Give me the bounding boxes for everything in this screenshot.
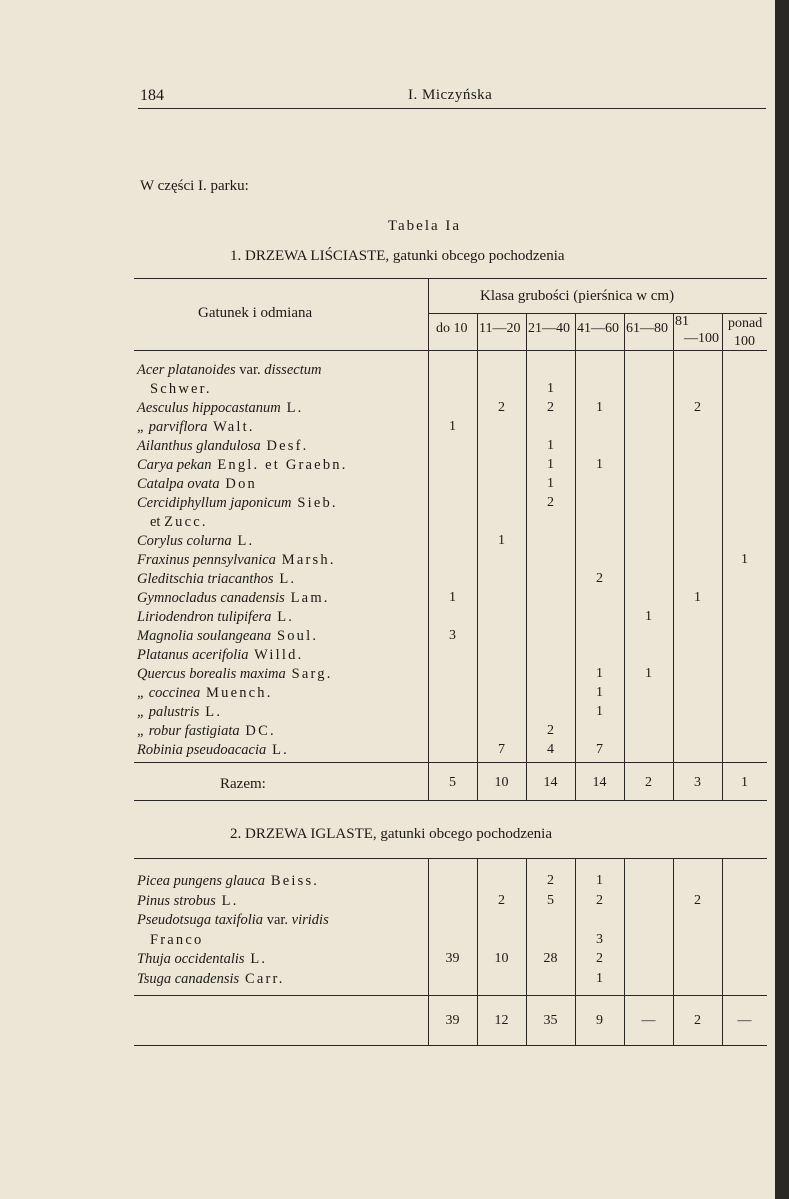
species-authority: Sieb.: [291, 495, 338, 511]
species-italic: Magnolia soulangeana: [137, 628, 272, 644]
size-class-group-header: Klasa grubości (pierśnica w cm): [480, 288, 675, 304]
total-81-100: 3: [694, 775, 701, 790]
cell-41-60: 1: [596, 704, 603, 719]
cell-41-60: 1: [596, 457, 603, 472]
cell-41-60: 1: [596, 873, 603, 888]
species-name: [150, 381, 212, 398]
species-name: [137, 457, 348, 474]
species-roman: var.: [235, 362, 265, 378]
species-authority: Schwer.: [150, 381, 212, 397]
species-name: [137, 400, 304, 417]
species-name: [137, 647, 303, 664]
col-header-21-40: 21—40: [528, 321, 570, 336]
species-italic: „ parviflora: [137, 419, 208, 435]
cell-41-60: 1: [596, 685, 603, 700]
species-authority: Carr.: [239, 970, 285, 987]
total-11-20: 10: [494, 775, 509, 790]
species-name: [137, 873, 319, 890]
species-name: [137, 685, 273, 702]
col-header-do10: do 10: [436, 321, 468, 336]
cell-81-100: 1: [694, 590, 701, 605]
species-authority: L.: [266, 742, 289, 758]
cell-21-40: 1: [547, 476, 554, 491]
total-11-20: 12: [494, 1013, 509, 1028]
species-name: [137, 419, 255, 436]
table1-bottom-rule: [134, 800, 767, 801]
col-header-41-60: 41—60: [577, 321, 619, 336]
cell-81-100: 2: [694, 400, 701, 415]
species-italic: Cercidiphyllum japonicum: [137, 495, 292, 511]
species-authority: Don: [219, 476, 257, 492]
cell-21-40: 2: [547, 495, 554, 510]
species-name: [137, 533, 254, 550]
total-21-40: 35: [543, 1013, 558, 1028]
razem-label: Razem:: [220, 776, 266, 792]
species-name: [150, 932, 203, 949]
table2-bottom-rule: [134, 1045, 767, 1046]
cell-41-60: 1: [596, 400, 603, 415]
total-41-60: 9: [596, 1013, 603, 1028]
species-name: [137, 495, 338, 512]
species-italic: „ coccinea: [137, 685, 201, 701]
column-rule: [428, 278, 429, 800]
species-italic: Liriodendron tulipifera: [137, 609, 272, 625]
cell-21-40: 28: [543, 951, 558, 966]
cell-21-40: 1: [547, 381, 554, 396]
page-edge: [775, 0, 789, 1199]
species-name: [137, 912, 329, 929]
total-do10: 5: [449, 775, 456, 790]
col-header-61-80: 61—80: [626, 321, 668, 336]
cell-21-40: 4: [547, 742, 554, 757]
species-name: [137, 362, 321, 379]
table-label: Tabela Ia: [387, 218, 462, 234]
species-italic: Ailanthus glandulosa: [137, 438, 261, 454]
cell-21-40: 2: [547, 873, 554, 888]
species-authority: Muench.: [200, 685, 273, 701]
cell-11-20: 1: [498, 533, 505, 548]
species-authority: Beiss.: [265, 873, 320, 889]
species-authority: Walt.: [207, 419, 255, 435]
species-column-header: Gatunek i odmiana: [198, 305, 313, 321]
cell-81-100: 2: [694, 892, 701, 908]
col-header-ponad-100: 100: [734, 334, 755, 349]
species-authority: DC.: [239, 723, 276, 739]
col-header-100: —100: [684, 331, 719, 346]
cell-11-20: 10: [494, 951, 509, 966]
cell-41-60: 2: [596, 571, 603, 586]
table1-top-rule: [134, 278, 767, 279]
col-header-81: 81: [675, 314, 689, 329]
cell-61-80: 1: [645, 609, 652, 624]
column-rule: [673, 313, 674, 800]
species-authority: Soul.: [271, 628, 319, 644]
table1-group-rule: [428, 313, 767, 314]
species-name: [137, 723, 276, 740]
species-name: [137, 590, 330, 607]
total-ponad-100: 1: [741, 775, 748, 790]
total-41-60: 14: [592, 775, 607, 790]
cell-do10: 1: [449, 590, 456, 605]
species-authority: L.: [244, 951, 268, 967]
species-italic: Corylus colurna: [137, 533, 232, 549]
species-authority: L.: [215, 892, 239, 909]
total-21-40: 14: [543, 775, 558, 790]
species-name: [137, 476, 257, 493]
species-authority: L.: [280, 400, 304, 416]
header-rule: [138, 108, 766, 109]
species-italic-variety: dissectum: [264, 362, 322, 378]
species-italic: Quercus borealis maxima: [137, 666, 286, 682]
species-name: [137, 742, 289, 759]
running-head-author: I. Miczyńska: [408, 87, 493, 103]
total-81-100: 2: [694, 1013, 701, 1028]
species-italic: Platanus acerifolia: [137, 647, 249, 663]
species-italic: Aesculus hippocastanum: [137, 400, 281, 416]
species-italic: Robinia pseudoacacia: [137, 742, 267, 758]
species-name: [137, 628, 318, 645]
total-do10: 39: [445, 1013, 460, 1028]
cell-do10: 1: [449, 419, 456, 434]
species-name: [137, 438, 309, 455]
cell-11-20: 7: [498, 742, 505, 757]
species-italic: Gymnocladus canadensis: [137, 590, 285, 606]
cell-ponad-100: 1: [741, 552, 748, 567]
cell-11-20: 2: [498, 892, 505, 908]
species-authority: L.: [273, 571, 297, 587]
species-name: [137, 704, 222, 721]
species-authority: Marsh.: [275, 552, 336, 568]
species-roman: et: [150, 514, 165, 530]
species-authority: Willd.: [248, 647, 304, 663]
species-name: [150, 514, 208, 531]
species-name: [137, 571, 296, 588]
column-rule: [624, 313, 625, 800]
col-header-ponad: ponad: [728, 316, 763, 331]
species-name: [137, 552, 336, 569]
column-rule: [575, 313, 576, 800]
species-italic: Picea pungens glauca: [137, 873, 266, 889]
species-name: [137, 951, 267, 968]
section1-title: 1. DRZEWA LIŚCIASTE, gatunki obcego pochodzenia: [230, 248, 565, 264]
col-header-11-20: 11—20: [479, 321, 521, 336]
species-authority: L.: [231, 533, 255, 549]
total-61-80: —: [641, 1013, 656, 1028]
species-authority: Lam.: [284, 590, 330, 606]
species-italic: Fraxinus pennsylvanica: [137, 552, 276, 568]
cell-21-40: 1: [547, 457, 554, 472]
total-ponad-100: —: [737, 1013, 752, 1028]
species-name: [137, 666, 333, 683]
cell-41-60: 7: [596, 742, 603, 757]
cell-41-60: 1: [596, 666, 603, 681]
species-roman: var.: [263, 912, 292, 928]
species-authority: Sarg.: [285, 666, 333, 682]
species-italic: Gleditschia triacanthos: [137, 571, 274, 587]
species-italic: Thuja occidentalis: [137, 951, 245, 967]
species-authority: Engl. et Graebn.: [211, 457, 348, 473]
species-italic: Carya pekan: [137, 457, 212, 473]
species-name: [137, 971, 285, 988]
species-italic: Tsuga canadensis: [137, 970, 240, 987]
column-rule: [477, 313, 478, 800]
cell-41-60: 3: [596, 931, 603, 947]
cell-do10: 39: [445, 951, 460, 966]
intro-text: W części I. parku:: [140, 178, 249, 194]
species-italic: „ robur fastigiata: [137, 723, 240, 739]
species-italic: „ palustris: [137, 704, 200, 720]
species-name: [137, 609, 294, 626]
total-61-80: 2: [645, 775, 652, 790]
cell-41-60: 2: [596, 892, 603, 908]
species-italic: Catalpa ovata: [137, 476, 220, 492]
species-authority: Franco: [150, 931, 204, 948]
species-italic-variety: viridis: [291, 912, 329, 928]
species-italic: Pseudotsuga taxifolia: [137, 912, 264, 928]
cell-41-60: 2: [596, 951, 603, 966]
page-number: 184: [140, 87, 164, 104]
species-authority: L.: [199, 704, 223, 720]
species-name: [137, 893, 239, 910]
cell-21-40: 5: [547, 892, 554, 908]
cell-21-40: 1: [547, 438, 554, 453]
cell-61-80: 1: [645, 666, 652, 681]
species-italic: Acer platanoides: [137, 362, 236, 378]
cell-21-40: 2: [547, 400, 554, 415]
cell-11-20: 2: [498, 400, 505, 415]
species-authority: Zucc.: [164, 514, 208, 530]
section2-title: 2. DRZEWA IGLASTE, gatunki obcego pochodzenia: [230, 826, 553, 842]
species-authority: L.: [271, 609, 295, 625]
cell-41-60: 1: [596, 970, 603, 986]
cell-21-40: 2: [547, 723, 554, 738]
species-italic: Pinus strobus: [137, 892, 216, 909]
cell-do10: 3: [449, 628, 456, 643]
species-authority: Desf.: [260, 438, 309, 454]
